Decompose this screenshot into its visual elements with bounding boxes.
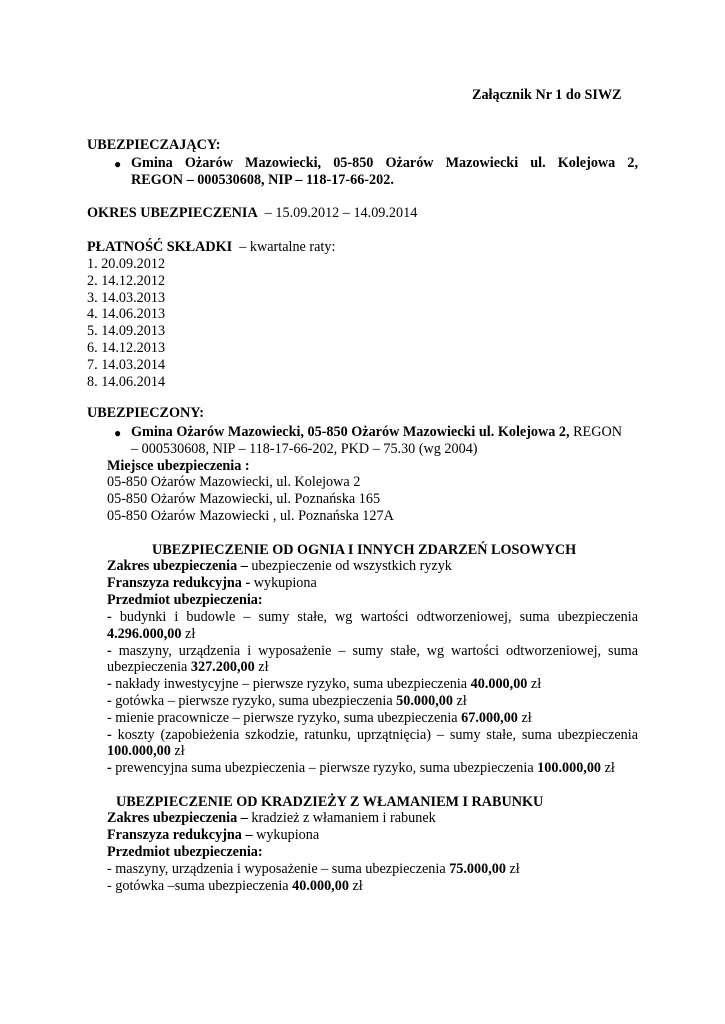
fire-item-2-line-1 (107, 643, 638, 660)
fire-item-3-text: nakłady inwestycyjne – pierwsze ryzyko, suma ubezpieczenia (111, 676, 471, 693)
theft-item-2-text: - gotówka –suma ubezpieczenia (107, 878, 293, 894)
insurer-line-1: Gmina Ożarów Mazowiecki, 05-850 Ożarów Mazowiecki ul. Kolejowa 2, (131, 155, 638, 171)
installments-list (87, 256, 165, 390)
fire-item-3-amount: 40.000,00 (470, 676, 528, 693)
fire-item-6-line-1 (107, 727, 638, 744)
location-item: 05-850 Ożarów Mazowiecki, ul. Poznańska 165 (107, 490, 381, 507)
theft-subject-label: Przedmiot ubezpieczenia: (107, 844, 263, 860)
fire-item-6-amount: 100.000,00 (107, 743, 171, 760)
insurer-line-2: REGON – 000530608, NIP – 118-17-66-202. (131, 172, 394, 188)
fire-item-2-prefix: ubezpieczenia (107, 659, 191, 676)
currency: zł (181, 625, 196, 642)
fire-subject-label: Przedmiot ubezpieczenia: (107, 592, 263, 608)
payment-row (87, 239, 335, 256)
period-label: OKRES UBEZPIECZENIA (87, 205, 258, 221)
insurance-period (87, 205, 417, 222)
installment-item: 6. 14.12.2013 (87, 339, 166, 356)
currency: zł (170, 743, 185, 760)
installment-item: 7. 14.03.2014 (87, 356, 166, 373)
fire-item-5-amount: 67.000,00 (461, 709, 518, 726)
bullet-icon: ● (114, 157, 122, 171)
dash: - (107, 609, 112, 625)
fire-item-1-amount: 4.296.000,00 (107, 625, 182, 642)
payment-value: – kwartalne raty: (239, 239, 336, 255)
theft-scope-label: Zakres ubezpieczenia – (107, 810, 248, 826)
insured-line-2: – 000530608, NIP – 118-17-66-202, PKD – 75.30 (wg 2004) (131, 441, 478, 457)
currency: zł (601, 760, 615, 777)
locations-list (107, 474, 394, 524)
insured-line-1 (131, 424, 622, 441)
theft-item-2 (107, 878, 363, 895)
fire-deductible (107, 575, 317, 592)
installment-item: 5. 14.09.2013 (87, 323, 166, 340)
dash: - (107, 676, 112, 693)
insurer-heading: UBEZPIECZAJĄCY: (87, 137, 221, 153)
currency: zł (348, 878, 363, 894)
location-item: 05-850 Ożarów Mazowiecki, ul. Kolejowa 2 (107, 474, 361, 490)
fire-item-7-amount: 100.000,00 (537, 760, 602, 777)
currency: zł (505, 861, 520, 877)
currency: zł (254, 659, 269, 676)
theft-section-title: UBEZPIECZENIE OD KRADZIEŻY Z WŁAMANIEM I RABUNKU (116, 794, 544, 810)
theft-deductible-label: Franszyza redukcyjna – (107, 827, 253, 843)
fire-item-4-text: gotówka – pierwsze ryzyko, suma ubezpieczenia (111, 692, 397, 709)
fire-item-5 (107, 710, 638, 727)
fire-scope-label: Zakres ubezpieczenia – (107, 558, 248, 574)
insured-name: Gmina Ożarów Mazowiecki, 05-850 Ożarów Mazowiecki ul. Kolejowa 2, (131, 424, 570, 440)
fire-scope-value: ubezpieczenie od wszystkich ryzyk (247, 558, 452, 574)
payment-label: PŁATNOŚĆ SKŁADKI (87, 239, 233, 255)
currency: zł (527, 676, 542, 693)
fire-section-title: UBEZPIECZENIE OD OGNIA I INNYCH ZDARZEŃ LOSOWYCH (152, 542, 577, 558)
theft-deductible-value: wykupiona (252, 827, 320, 843)
fire-item-7-text: prewencyjna suma ubezpieczenia – pierwsze ryzyko, suma ubezpieczenia (111, 760, 538, 777)
fire-item-7 (107, 760, 638, 777)
currency: zł (452, 692, 467, 709)
dash: - (107, 760, 112, 777)
fire-item-5-text: - mienie pracownicze – pierwsze ryzyko, suma ubezpieczenia (107, 709, 462, 726)
fire-item-1-line-2 (107, 626, 638, 643)
fire-item-2-line-2 (107, 659, 638, 676)
fire-deductible-value: wykupiona (250, 575, 317, 591)
installment-item: 3. 14.03.2013 (87, 289, 166, 306)
theft-deductible (107, 827, 319, 844)
fire-item-6-text: koszty (zapobieżenia szkodzie, ratunku, uprzątnięcia) – sumy stałe, suma ubezpieczenia (111, 726, 638, 743)
attachment-label: Załącznik Nr 1 do SIWZ (472, 87, 622, 103)
installment-item: 4. 14.06.2013 (87, 306, 166, 323)
bullet-icon: ● (114, 426, 122, 440)
fire-item-1-text: budynki i budowle – sumy stałe, wg wartości odtworzeniowej, suma ubezpieczenia (111, 609, 638, 625)
installment-item: 8. 14.06.2014 (87, 373, 166, 390)
location-item: 05-850 Ożarów Mazowiecki , ul. Poznańska 127A (107, 507, 394, 524)
fire-scope (107, 558, 452, 575)
theft-scope-value: kradzież z włamaniem i rabunek (247, 810, 436, 826)
theft-item-1-text: - maszyny, urządzenia i wyposażenie – suma ubezpieczenia (107, 861, 450, 877)
fire-item-1-line-1 (107, 609, 638, 626)
installment-item: 2. 14.12.2012 (87, 272, 166, 289)
fire-deductible-label: Franszyza redukcyjna - (107, 575, 251, 591)
insured-regon-label: REGON (569, 424, 622, 440)
theft-item-1-amount: 75.000,00 (449, 861, 506, 877)
fire-items (107, 609, 638, 777)
theft-scope (107, 810, 436, 827)
installment-item: 1. 20.09.2012 (87, 256, 166, 272)
location-label: Miejsce ubezpieczenia : (107, 458, 250, 474)
dash: - (107, 692, 112, 709)
fire-item-4 (107, 693, 638, 710)
currency: zł (517, 709, 532, 726)
fire-item-6-line-2 (107, 743, 638, 760)
fire-item-4-amount: 50.000,00 (396, 692, 453, 709)
dash: - (107, 726, 112, 743)
dash: - (107, 642, 112, 659)
theft-item-2-amount: 40.000,00 (292, 878, 349, 894)
fire-item-2-text: maszyny, urządzenia i wyposażenie – sumy stałe, wg wartości odtworzeniowej, suma (111, 642, 638, 659)
period-value: – 15.09.2012 – 14.09.2014 (264, 205, 418, 221)
fire-item-2-amount: 327.200,00 (190, 659, 255, 676)
theft-item-1 (107, 861, 520, 878)
insured-heading: UBEZPIECZONY: (87, 405, 204, 421)
fire-item-3 (107, 676, 638, 693)
